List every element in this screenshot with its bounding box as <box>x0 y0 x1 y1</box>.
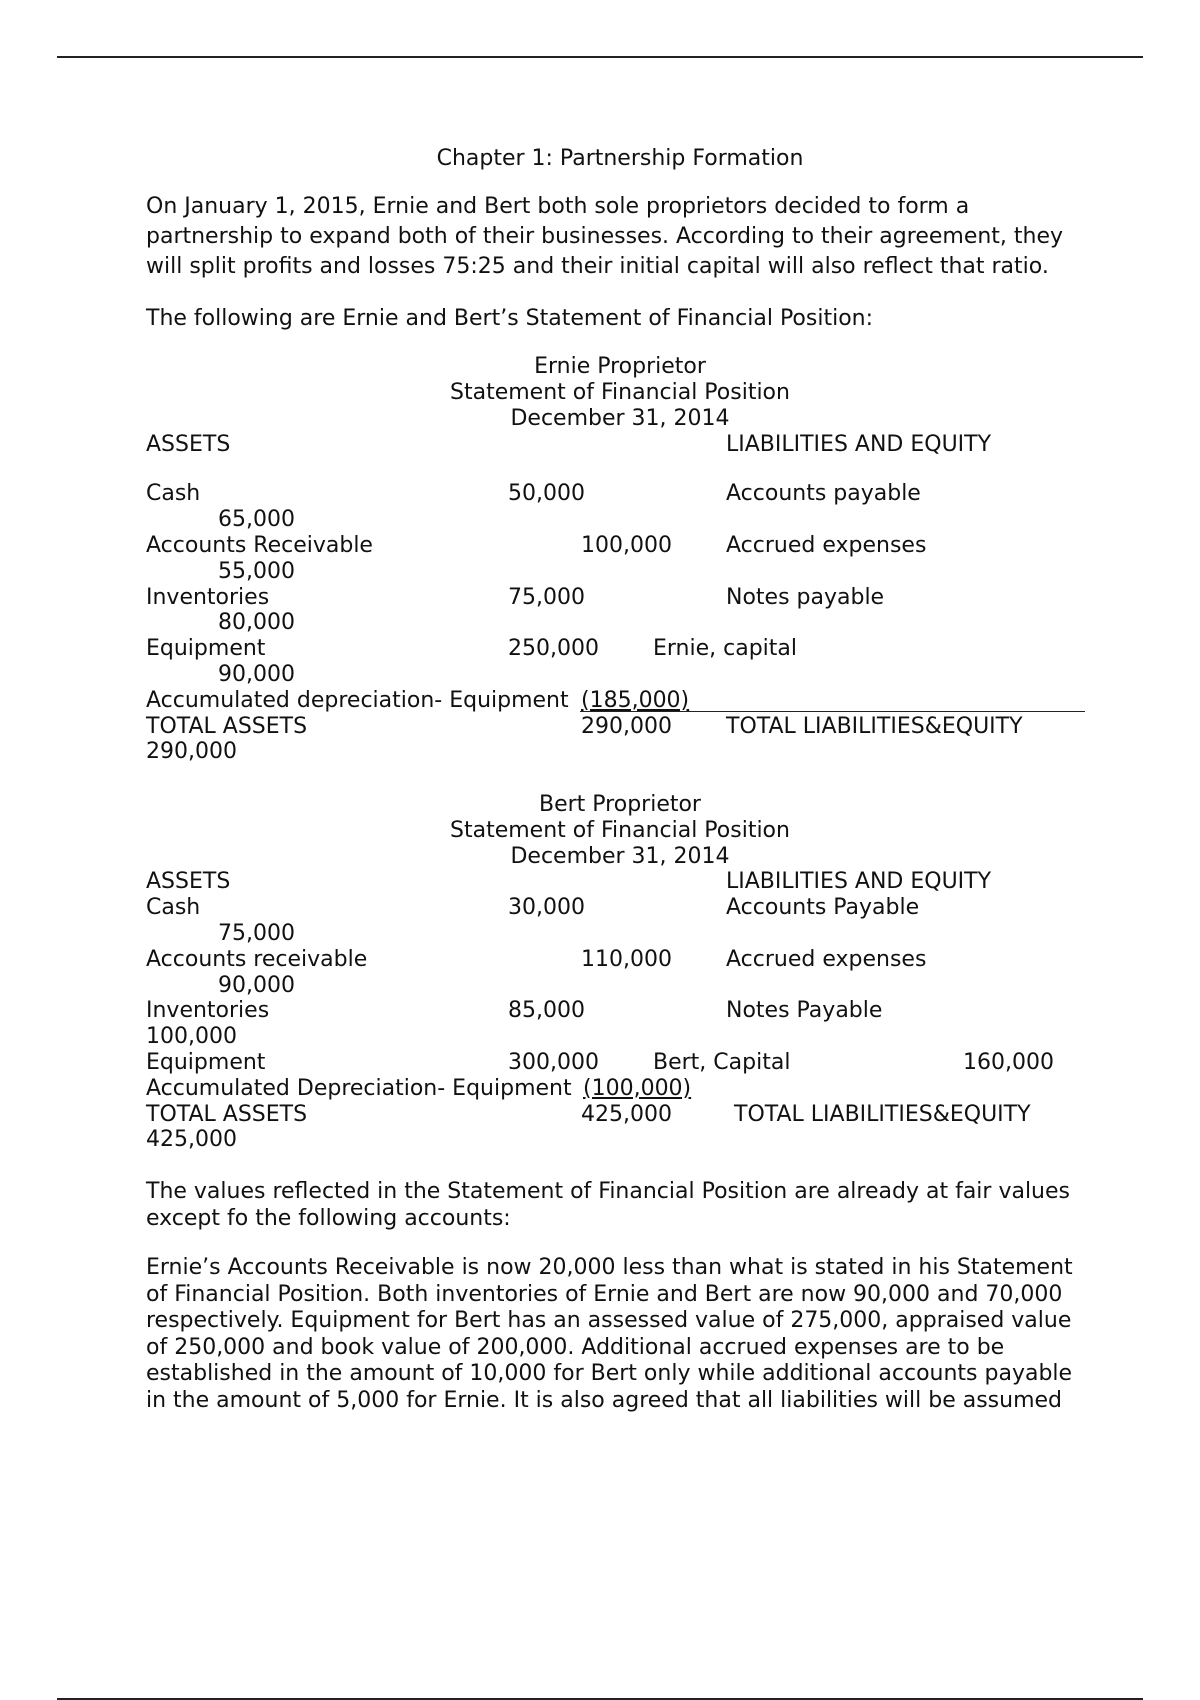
bert-notes-label: Notes Payable <box>726 998 883 1023</box>
fair-value-paragraph: The values reflected in the Statement of Financial Position are already at fair values except fo the following accounts: <box>146 1179 1070 1231</box>
ernie-notes-label: Notes payable <box>726 585 885 610</box>
bert-accum-value: (100,000) <box>583 1076 692 1101</box>
ernie-equip-label: Equipment <box>146 636 266 661</box>
bert-accrued-value: 90,000 <box>218 973 295 998</box>
bert-inv-label: Inventories <box>146 998 270 1023</box>
intro-paragraph: On January 1, 2015, Ernie and Bert both sole proprietors decided to form a partnership to expand both of their businesses. According to their agreement, they will split profits and losses 75:25 and their initial capital will also reflect that ratio. <box>146 194 1064 279</box>
ernie-total-value: 290,000 <box>581 714 672 739</box>
bert-ap-value: 75,000 <box>218 921 295 946</box>
ernie-ar-label: Accounts Receivable <box>146 533 373 558</box>
page-title: Chapter 1: Partnership Formation <box>436 146 804 171</box>
bert-date: December 31, 2014 <box>510 844 730 869</box>
ernie-total-line <box>580 711 1085 712</box>
ernie-name: Ernie Proprietor <box>534 354 706 379</box>
bert-total-liab-label: TOTAL LIABILITIES&EQUITY <box>734 1102 1031 1127</box>
ernie-ap-label: Accounts payable <box>726 481 921 506</box>
ernie-cash-label: Cash <box>146 481 201 506</box>
bert-statement-title: Statement of Financial Position <box>450 818 790 843</box>
ernie-ar-value: 100,000 <box>581 533 672 558</box>
bert-capital-value: 160,000 <box>963 1050 1054 1075</box>
ernie-total-label: TOTAL ASSETS <box>146 714 308 739</box>
bert-equip-label: Equipment <box>146 1050 266 1075</box>
ernie-assets-header: ASSETS <box>146 432 231 457</box>
ernie-capital-value: 90,000 <box>218 662 295 687</box>
ernie-equip-value: 250,000 <box>508 636 599 661</box>
bert-equip-value: 300,000 <box>508 1050 599 1075</box>
ernie-total-liab-label: TOTAL LIABILITIES&EQUITY <box>726 714 1023 739</box>
bert-total-liab-value: 425,000 <box>146 1127 237 1152</box>
bert-name: Bert Proprietor <box>539 792 701 817</box>
bert-capital-label: Bert, Capital <box>653 1050 791 1075</box>
bert-total-label: TOTAL ASSETS <box>146 1102 308 1127</box>
bert-cash-value: 30,000 <box>508 895 585 920</box>
ernie-accrued-label: Accrued expenses <box>726 533 927 558</box>
ernie-accrued-value: 55,000 <box>218 559 295 584</box>
bert-assets-header: ASSETS <box>146 869 231 894</box>
ernie-date: December 31, 2014 <box>510 406 730 431</box>
ernie-ap-value: 65,000 <box>218 507 295 532</box>
bert-liab-header: LIABILITIES AND EQUITY <box>726 869 992 894</box>
ernie-notes-value: 80,000 <box>218 610 295 635</box>
bert-cash-label: Cash <box>146 895 201 920</box>
ernie-cash-value: 50,000 <box>508 481 585 506</box>
ernie-inv-label: Inventories <box>146 585 270 610</box>
top-rule <box>57 56 1143 58</box>
details-paragraph: Ernie’s Accounts Receivable is now 20,000 less than what is stated in his Statement of Financial Position. Both inventories of Ernie and Bert are now 90,000 and 70,000 respectively. Equipment for Bert has an assessed value of 275,000, appraised value of 250,000 and book value of 200,000. Additional accrued expenses are to be established in the amount of 10,000 for Bert only while additional accounts payable in the amount of 5,000 for Ernie. It is also agreed that all liabilities will be assumed <box>146 1255 1073 1413</box>
ernie-liab-header: LIABILITIES AND EQUITY <box>726 432 992 457</box>
bert-ap-label: Accounts Payable <box>726 895 920 920</box>
bert-total-value: 425,000 <box>581 1102 672 1127</box>
bert-ar-label: Accounts receivable <box>146 947 368 972</box>
following-line: The following are Ernie and Bert’s Statement of Financial Position: <box>146 306 874 331</box>
ernie-capital-label: Ernie, capital <box>653 636 798 661</box>
ernie-total-liab-value: 290,000 <box>146 739 237 764</box>
ernie-accum-value: (185,000) <box>581 688 690 713</box>
bert-ar-value: 110,000 <box>581 947 672 972</box>
ernie-inv-value: 75,000 <box>508 585 585 610</box>
ernie-accum-label: Accumulated depreciation- Equipment <box>146 688 569 713</box>
bert-notes-value: 100,000 <box>146 1024 237 1049</box>
bert-accrued-label: Accrued expenses <box>726 947 927 972</box>
bert-accum-label: Accumulated Depreciation- Equipment <box>146 1076 572 1101</box>
bert-inv-value: 85,000 <box>508 998 585 1023</box>
ernie-statement-title: Statement of Financial Position <box>450 380 790 405</box>
